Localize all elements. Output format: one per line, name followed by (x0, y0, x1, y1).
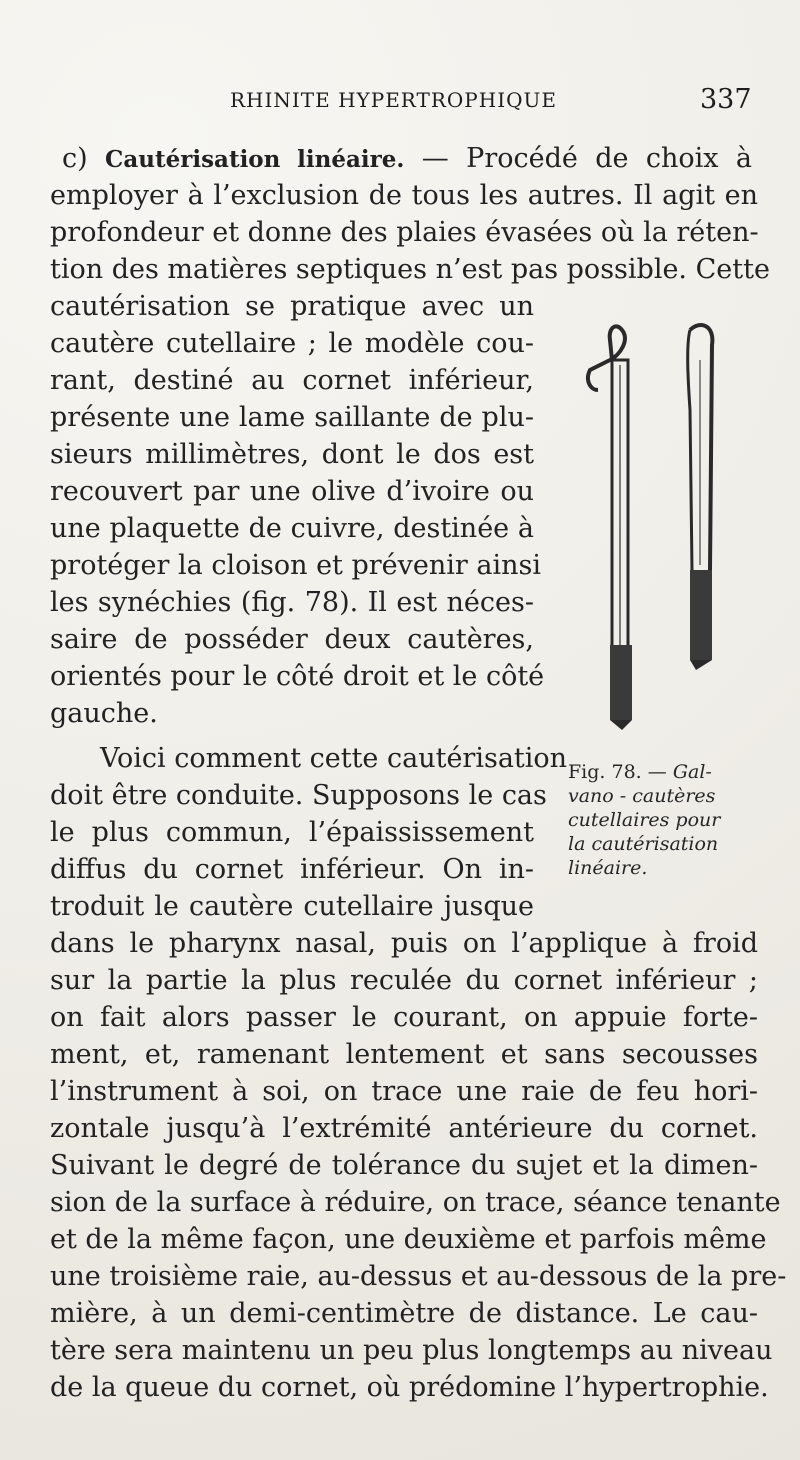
line-text: — Procédé de choix à (421, 143, 752, 174)
caption-line: la cautérisation (568, 833, 719, 855)
page-number: 337 (700, 84, 752, 115)
text-line: doit être conduite. Supposons le cas (50, 780, 547, 811)
text-line: orientés pour le côté droit et le côté (50, 661, 545, 692)
text-line: de la queue du cornet, où prédomine l’hypertrophie. (50, 1372, 769, 1403)
figure-label: Fig. 78. — (568, 761, 667, 783)
text-line (62, 140, 752, 177)
text-line: cautère cutellaire ; le modèle cou- (50, 328, 534, 359)
section-marker: c) (62, 143, 88, 174)
text-line: gauche. (50, 698, 158, 729)
text-line: et de la même façon, une deuxième et parfois même (50, 1224, 767, 1255)
text-line: sieurs millimètres, dont le dos est (50, 439, 534, 470)
galvano-cautery-figure (550, 320, 800, 740)
text-line: zontale jusqu’à l’extrémité antérieure du cornet. (50, 1113, 758, 1144)
caption-line: vano - cautères (568, 785, 716, 807)
text-line: rant, destiné au cornet inférieur, (50, 365, 534, 396)
text-line: Voici comment cette cautérisation (100, 743, 568, 774)
caption-text: Gal- (672, 761, 712, 783)
text-line: on fait alors passer le courant, on appuie forte- (50, 1002, 758, 1033)
text-line: Suivant le degré de tolérance du sujet et la dimen- (50, 1150, 758, 1181)
text-line: tère sera maintenu un peu plus longtemps au niveau (50, 1335, 773, 1366)
running-title: RHINITE HYPERTROPHIQUE (230, 88, 557, 112)
text-line: employer à l’exclusion de tous les autres. Il agit en (50, 180, 758, 211)
text-line: les synéchies (fig. 78). Il est néces- (50, 587, 534, 618)
text-line: diffus du cornet inférieur. On in- (50, 854, 534, 885)
text-line: ment, et, ramenant lentement et sans secousses (50, 1039, 758, 1070)
text-line: troduit le cautère cutellaire jusque (50, 891, 534, 922)
text-line: mière, à un demi-centimètre de distance. Le cau- (50, 1298, 758, 1329)
text-line: cautérisation se pratique avec un (50, 291, 534, 322)
caption-line: cutellaires pour (568, 809, 721, 831)
text-line: une plaquette de cuivre, destinée à (50, 513, 534, 544)
text-line: tion des matières septiques n’est pas possible. Cette (50, 254, 770, 285)
right-cautery-instrument (688, 325, 713, 670)
text-line: sion de la surface à réduire, on trace, séance tenante (50, 1187, 781, 1218)
page-header (0, 84, 800, 118)
text-line: saire de posséder deux cautères, (50, 624, 534, 655)
text-line: le plus commun, l’épaississement (50, 817, 534, 848)
figure-caption (568, 760, 758, 880)
text-line: dans le pharynx nasal, puis on l’applique à froid (50, 928, 758, 959)
text-line: une troisième raie, au-dessus et au-dessous de la pre- (50, 1261, 787, 1292)
text-line: protéger la cloison et prévenir ainsi (50, 550, 542, 581)
left-cautery-instrument (588, 326, 632, 730)
text-line: l’instrument à soi, on trace une raie de feu hori- (50, 1076, 758, 1107)
text-line: profondeur et donne des plaies évasées où la réten- (50, 217, 759, 248)
caption-line (568, 760, 758, 784)
caption-line: linéaire. (568, 857, 648, 879)
text-line: présente une lame saillante de plu- (50, 402, 534, 433)
section-title: Cautérisation linéaire. (105, 146, 405, 173)
text-line: sur la partie la plus reculée du cornet inférieur ; (50, 965, 758, 996)
text-line: recouvert par une olive d’ivoire ou (50, 476, 534, 507)
